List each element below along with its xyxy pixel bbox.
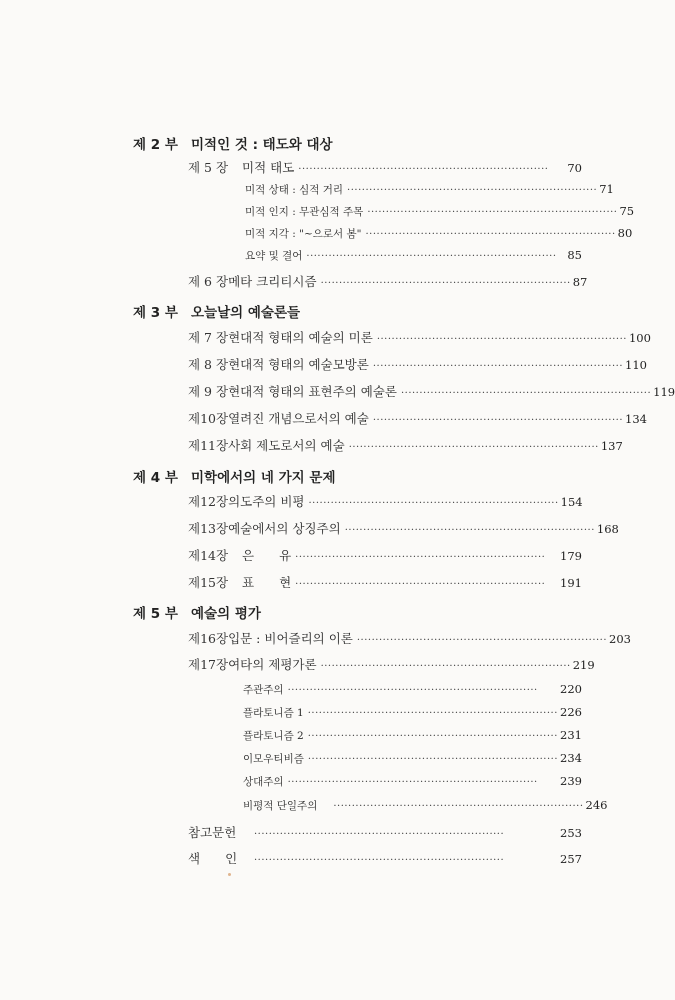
chapter-title: 메타 크리티시즘 [228, 274, 317, 289]
backmatter-title: 색 인 [188, 851, 238, 866]
chapter-number: 제 6 장 [188, 274, 229, 289]
chapter-title: 현대적 형태의 예술모방론 [228, 357, 369, 372]
toc-entry-section [245, 226, 633, 241]
dot-leader: ···································································· [298, 164, 549, 175]
page-number: 257 [560, 852, 582, 866]
page-number: 246 [585, 798, 608, 812]
toc-entry-chapter [188, 436, 623, 454]
toc-entry-chapter [188, 355, 647, 373]
toc-entry-subsection [243, 751, 582, 766]
chapter-title: 의도주의 비평 [228, 494, 305, 509]
dot-leader: ···································································· [307, 708, 558, 719]
toc-entry-section [245, 182, 614, 197]
page-number: 179 [560, 549, 582, 563]
part-number: 제 5 부 [133, 606, 178, 622]
dot-leader: ···································································· [344, 525, 595, 536]
page-number: 134 [625, 412, 647, 426]
section-title: 미적 인지 : 무관심적 주목 [245, 206, 364, 218]
chapter-number: 제 5 장 [188, 160, 229, 175]
chapter-title: 현대적 형태의 예술의 미론 [228, 330, 373, 345]
chapter-title: 미적 태도 [242, 160, 295, 175]
part-heading [133, 602, 261, 622]
dot-leader: ···································································· [307, 731, 558, 742]
section-title: 요약 및 결어 [245, 250, 303, 262]
part-title: 미적인 것 : 태도와 대상 [191, 137, 333, 153]
dot-leader: ···································································· [295, 579, 546, 590]
toc-entry-chapter [188, 158, 582, 176]
page-number: 80 [617, 226, 633, 240]
chapter-title: 열려진 개념으로서의 예술 [228, 411, 369, 426]
page-number: 110 [625, 358, 647, 372]
dot-leader: ···································································· [320, 278, 571, 289]
dot-leader: ···································································· [365, 229, 616, 240]
subsection-title: 플라토니즘 1 [243, 707, 304, 719]
chapter-number: 제 8 장 [188, 357, 229, 372]
part-number: 제 2 부 [133, 137, 178, 153]
toc-entry-section [245, 204, 635, 219]
toc-entry-chapter [188, 655, 595, 673]
toc-entry-chapter [188, 272, 588, 290]
dot-leader: ···································································· [254, 829, 505, 840]
page-number: 239 [560, 774, 582, 788]
dot-leader: ···································································· [372, 361, 623, 372]
page-number: 253 [560, 826, 582, 840]
toc-entry-subsection [243, 682, 582, 697]
page-number: 168 [596, 522, 619, 536]
toc-entry-backmatter [188, 823, 582, 841]
chapter-number: 제17장 [188, 657, 229, 672]
page-number: 70 [567, 161, 582, 175]
page-number: 231 [560, 728, 582, 742]
dot-leader: ···································································· [347, 185, 598, 196]
dot-leader: ···································································· [254, 855, 505, 866]
subsection-title: 비평적 단일주의 [243, 800, 318, 812]
chapter-title: 여타의 제평가론 [228, 657, 317, 672]
chapter-title: 예술에서의 상징주의 [228, 521, 341, 536]
dot-leader: ···································································· [306, 251, 557, 262]
toc-entry-chapter [188, 328, 651, 346]
dot-leader: ···································································· [333, 801, 584, 812]
part-number: 제 3 부 [133, 305, 178, 321]
chapter-number: 제13장 [188, 521, 229, 536]
part-title: 오늘날의 예술론들 [191, 305, 301, 321]
chapter-number: 제15장 [188, 575, 229, 590]
part-title: 미학에서의 네 가지 문제 [191, 470, 336, 486]
page-number: 119 [653, 385, 675, 399]
page-number: 75 [619, 204, 635, 218]
toc-entry-chapter [188, 629, 631, 647]
chapter-title: 사회 제도로서의 예술 [228, 438, 345, 453]
subsection-title: 주관주의 [243, 684, 284, 696]
part-heading [133, 466, 336, 486]
paper-speck [228, 873, 231, 876]
dot-leader: ···································································· [320, 661, 571, 672]
dot-leader: ···································································· [372, 415, 623, 426]
chapter-number: 제16장 [188, 631, 229, 646]
dot-leader: ···································································· [287, 777, 538, 788]
toc-entry-chapter [188, 492, 582, 510]
page-number: 100 [628, 331, 651, 345]
page-number: 219 [572, 658, 595, 672]
toc-entry-subsection [243, 705, 582, 720]
dot-leader: ···································································· [307, 754, 559, 765]
chapter-number: 제11장 [188, 438, 229, 453]
toc-entry-backmatter [188, 849, 582, 867]
toc-entry-subsection [243, 728, 582, 743]
dot-leader: ···································································· [376, 334, 627, 345]
page-number: 234 [560, 751, 582, 765]
dot-leader: ···································································· [348, 442, 599, 453]
chapter-number: 제 7 장 [188, 330, 229, 345]
dot-leader: ···································································· [356, 635, 608, 646]
part-title: 예술의 평가 [191, 606, 261, 622]
page-number: 203 [609, 632, 631, 646]
subsection-title: 상대주의 [243, 776, 284, 788]
subsection-title: 플라토니즘 2 [243, 730, 304, 742]
dot-leader: ···································································· [295, 552, 546, 563]
page-number: 220 [560, 682, 582, 696]
page-number: 226 [560, 705, 582, 719]
chapter-title: 입문 : 비어즐리의 이론 [228, 631, 353, 646]
toc-entry-chapter [188, 546, 582, 564]
backmatter-title: 참고문헌 [188, 825, 237, 840]
section-title: 미적 지각 : "~으로서 봄" [245, 228, 362, 240]
dot-leader: ···································································· [287, 685, 538, 696]
page-number: 191 [560, 576, 582, 590]
chapter-title: 은 유 [242, 548, 292, 563]
toc-entry-subsection [243, 798, 608, 813]
toc-entry-chapter [188, 382, 675, 400]
chapter-number: 제14장 [188, 548, 229, 563]
part-heading [133, 301, 300, 321]
page-number: 87 [572, 275, 588, 289]
page-number: 137 [600, 439, 623, 453]
dot-leader: ···································································· [367, 207, 618, 218]
toc-entry-section [245, 248, 582, 263]
subsection-title: 이모우티비즘 [243, 753, 304, 765]
page-number: 85 [567, 248, 582, 262]
part-heading [133, 133, 333, 153]
part-number: 제 4 부 [133, 470, 178, 486]
dot-leader: ···································································· [400, 388, 652, 399]
chapter-title: 표 현 [242, 575, 292, 590]
toc-entry-chapter [188, 573, 582, 591]
chapter-number: 제 9 장 [188, 384, 229, 399]
toc-entry-chapter [188, 409, 647, 427]
chapter-title: 현대적 형태의 표현주의 예술론 [228, 384, 397, 399]
chapter-number: 제12장 [188, 494, 229, 509]
toc-entry-chapter [188, 519, 619, 537]
dot-leader: ···································································· [308, 498, 559, 509]
section-title: 미적 상태 : 심적 거리 [245, 184, 344, 196]
toc-entry-subsection [243, 774, 582, 789]
page-number: 71 [599, 182, 614, 196]
page-number: 154 [560, 495, 583, 509]
chapter-number: 제10장 [188, 411, 229, 426]
